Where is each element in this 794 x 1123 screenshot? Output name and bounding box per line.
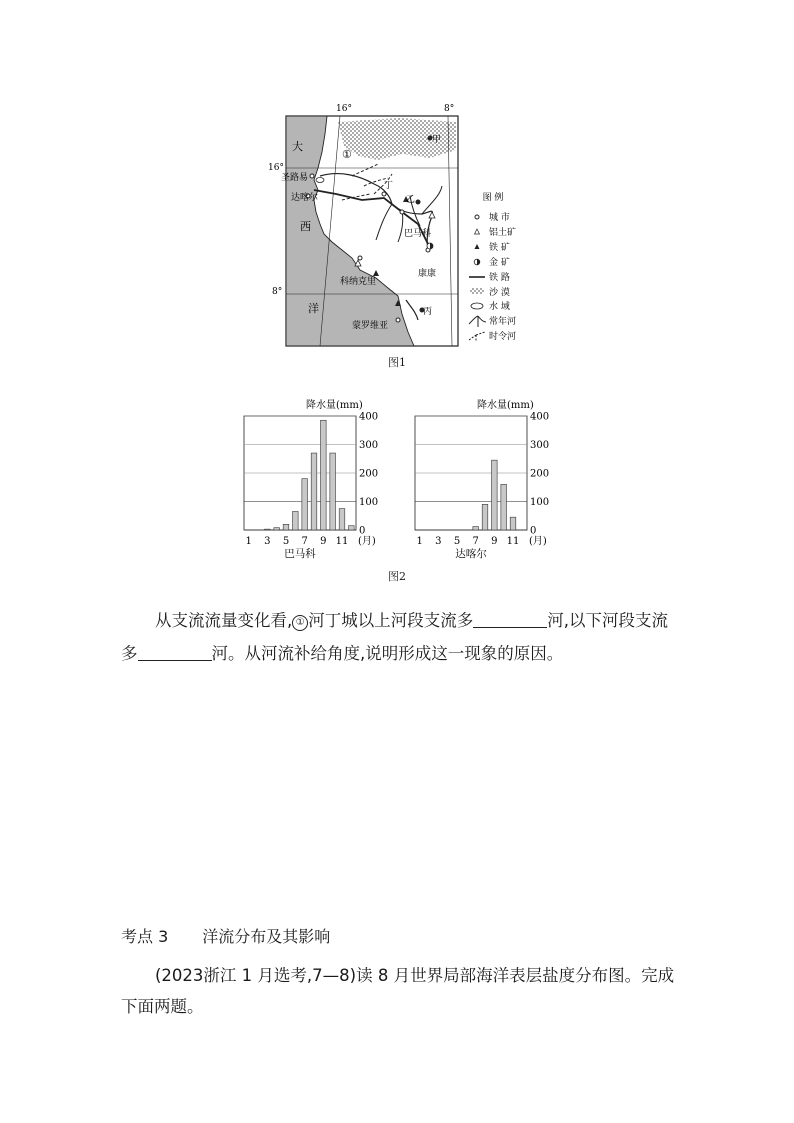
y-tick-label: 0 [530,525,537,537]
fig1-caption: 图1 [388,356,406,369]
chart-unit-label: 降水量(mm) [306,400,363,411]
bar [339,509,345,530]
question-part: 河丁城以上河段支流多 [308,611,474,630]
legend-item: 城 市 [489,213,510,223]
y-tick-label: 300 [359,440,379,451]
place-label: 丙 [423,307,433,317]
x-tick-label: 3 [264,536,271,547]
place-label: 康康 [418,269,437,279]
y-tick-label: 0 [359,525,366,537]
lon-label: 8° [444,104,455,114]
y-tick-label: 200 [530,468,550,480]
bar [265,529,271,530]
bar [274,528,280,530]
x-tick-label: 5 [453,536,461,547]
bar [473,527,479,530]
precip-chart-bamako [236,394,406,570]
bar [330,453,336,530]
section-label: 考点 3 [121,927,169,946]
station-name: 达喀尔 [455,548,487,560]
answer-blank[interactable] [138,644,212,661]
x-tick-label: 11 [335,536,349,547]
station-name: 巴马科 [284,548,316,560]
legend-item: 沙 漠 [489,288,510,298]
bar [492,460,498,530]
ocean-label: 洋 [308,302,319,315]
section-heading [121,924,330,947]
place-label: 圣路易 [281,173,309,183]
place-label: 科纳克里 [340,277,377,287]
question-text [121,604,681,670]
x-tick-label: 1 [416,536,423,547]
legend-title: 图 例 [482,193,504,203]
x-tick-label: 5 [282,536,290,547]
legend-item: 时令河 [489,332,517,342]
place-label: 蒙罗维亚 [352,321,389,331]
question-part: 河,以下河段支流多 [121,611,668,663]
question-part: 从支流流量变化看, [155,611,293,630]
legend-item: 常年河 [489,317,517,327]
bar [302,479,308,530]
place-label: 巴马科 [404,229,432,239]
x-axis-label: (月) [358,536,376,547]
place-label: 乙 [406,195,416,205]
bar [311,453,317,530]
place-label: 甲 [432,135,442,145]
x-tick-label: 11 [506,536,520,547]
bar [293,511,299,530]
place-label: 丁 [384,181,394,191]
x-tick-label: 1 [245,536,252,547]
answer-blank[interactable] [473,611,547,628]
x-tick-label: 3 [435,536,442,547]
y-tick-label: 400 [530,411,550,423]
legend-item: 铝土矿 [489,228,517,238]
west-africa-map [268,100,540,352]
y-tick-label: 300 [530,440,550,451]
y-tick-label: 100 [530,497,550,508]
x-tick-label: 7 [472,536,479,547]
river-marker: ① [342,148,352,161]
x-axis-label: (月) [529,536,547,547]
bar [321,420,327,530]
legend-item: 金 矿 [489,258,510,268]
bar [510,517,516,530]
lat-label: 8° [272,287,283,297]
intro-paragraph: (2023浙江 1 月选考,7—8)读 8 月世界局部海洋表层盐度分布图。完成下面两题。 [121,966,675,1016]
bar [501,484,507,530]
y-tick-label: 200 [359,468,379,480]
question-part: 河。从河流补给角度,说明形成这一现象的原因。 [211,644,564,663]
y-tick-label: 100 [359,497,379,508]
legend-item: 铁 路 [489,273,510,283]
ocean-label: 西 [300,220,311,233]
legend-item: 水 域 [489,302,510,312]
legend-item: 铁 矿 [489,243,510,253]
bar [349,526,355,530]
fig2-caption: 图2 [388,570,406,583]
x-tick-label: 9 [320,536,327,547]
chart-unit-label: 降水量(mm) [477,400,534,411]
x-tick-label: 7 [301,536,308,547]
precip-chart-dakar [407,394,577,570]
lat-label: 16° [268,163,284,173]
ocean-label: 大 [292,140,303,153]
place-label: 达喀尔 [291,193,319,203]
bar [283,524,289,530]
map-legend [469,191,516,342]
bar [482,504,488,530]
section-title: 洋流分布及其影响 [202,927,331,946]
x-tick-label: 9 [491,536,498,547]
circle-number: ① [292,615,308,631]
y-tick-label: 400 [359,411,379,423]
lon-label: 16° [336,104,352,114]
